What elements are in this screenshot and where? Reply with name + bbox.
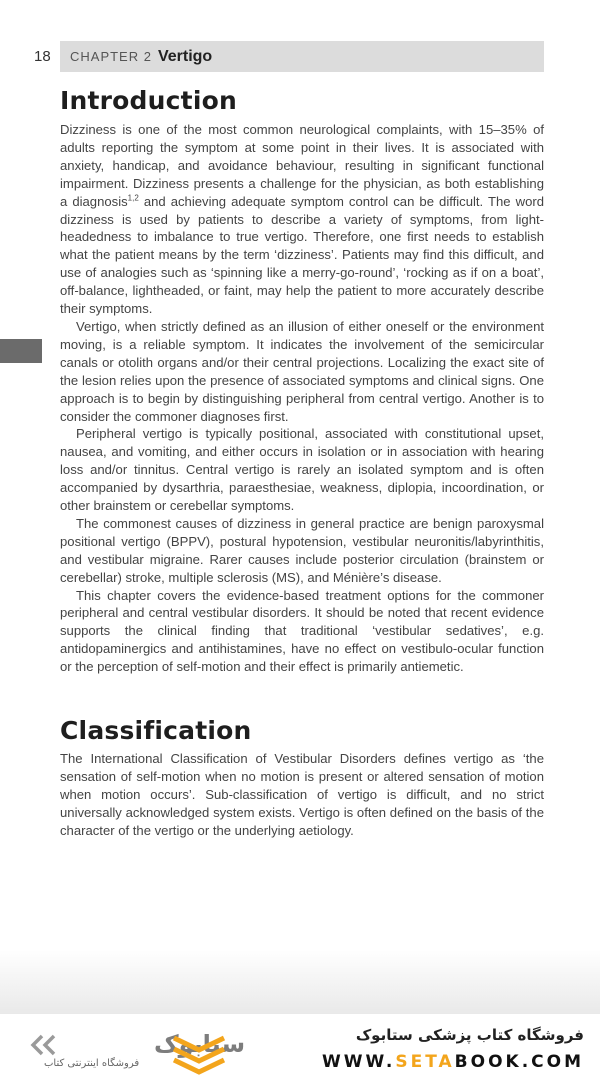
store-url[interactable] <box>322 1052 584 1072</box>
footer-fade <box>0 950 600 1014</box>
classification-heading: Classification <box>60 716 252 746</box>
chapter-header <box>60 41 544 72</box>
intro-paragraph-5: This chapter covers the evidence-based treatment options for the commoner peripheral and central vestibular disorders. It should be noted that recent evidence supports the clinical finding that traditional ‘vestibular sedatives’, e.g. antidopaminergics and antihistamines, have no effect on vestibulo-ocular function or the perception of self-motion and their effect is primarily antiemetic. <box>60 587 544 675</box>
thumb-index-tab <box>0 339 42 363</box>
setabook-logo-text <box>58 1028 246 1058</box>
classification-paragraph-1: The International Classification of Vestibular Disorders defines vertigo as ‘the sensation of self-motion when no motion is present or altered sensation of motion when motion occurs’. Sub-classification of vertigo is difficult, and no strict universally acknowledged system exists. Vertigo is often defined on the basis of the character of the vertigo or the underlying aetiology. <box>60 751 544 838</box>
intro-paragraph-2: Vertigo, when strictly defined as an illusion of either oneself or the environment moving, is a reliable symptom. It indicates the involvement of the semicircular canals or otolith organs and/or their central projections. Localizing the exact site of the lesion relies upon the presence of associated symptoms and clinical signs. One approach is to begin by distinguishing peripheral from central vertigo. Another is to consider the commoner diagnoses first. <box>60 318 544 424</box>
intro-paragraph-1 <box>60 121 544 318</box>
chapter-title: Vertigo <box>157 47 213 65</box>
double-chevron-left-icon <box>30 1034 58 1056</box>
book-chevron-logo-icon <box>170 1032 228 1076</box>
url-highlight: SETA <box>395 1052 455 1072</box>
citation-superscript: 1,2 <box>127 193 139 203</box>
url-suffix: BOOK.COM <box>454 1052 584 1072</box>
logo-wordmark: ستابوک <box>154 1030 246 1058</box>
intro-paragraph-3: Peripheral vertigo is typically positional, associated with constitutional upset, nausea, and vomiting, and either occurs in isolation or in association with hearing loss and/or tinnitus. Central vertigo is rarely an isolated symptom and is often accompanied by dysarthria, paraesthesiae, weakness, diplopia, incoordination, or other brainstem or cerebellar symptoms. <box>60 426 544 514</box>
intro-p1-text-b: and achieving adequate symptom control can be difficult. The word dizziness is used by patients to describe a variety of symptoms, from light-headedness to imbalance to true vertigo. Therefore, one first needs to establish what the patient means by the term ‘dizziness’. Patients may find this difficult, and use of analogies such as ‘spinning like a merry-go-round’, ‘rocking as if on a boat’, off-balance, lightheaded, or faint, may help the patient to more accurately describe their symptoms. <box>60 193 544 317</box>
intro-paragraph-4: The commonest causes of dizziness in general practice are benign paroxysmal positional vertigo (BPPV), postural hypotension, vestibular neuronitis/labyrinthitis, and vestibular migraine. Rarer causes include posterior circulation (brainstem or cerebellar) stroke, multiple sclerosis (MS), and Ménière’s disease. <box>60 515 544 585</box>
intro-p1-text-a: Dizziness is one of the most common neurological complaints, with 15–35% of adults reporting the symptom at some point in their lives. It is associated with anxiety, handicap, and avoidance behaviour, resulting in significant functional impairment. Dizziness presents a challenge for the physician, as both establishing a diagnosis <box>60 122 544 209</box>
introduction-heading: Introduction <box>60 86 237 115</box>
logo-subtitle: فروشگاه اینترنتی کتاب <box>44 1058 140 1069</box>
page-body <box>60 86 544 840</box>
store-name: فروشگاه کتاب پزشکی ستابوک <box>355 1026 584 1044</box>
page-number: 18 <box>34 48 51 65</box>
chapter-label: CHAPTER 2 <box>70 49 152 64</box>
url-prefix: WWW. <box>322 1052 396 1072</box>
